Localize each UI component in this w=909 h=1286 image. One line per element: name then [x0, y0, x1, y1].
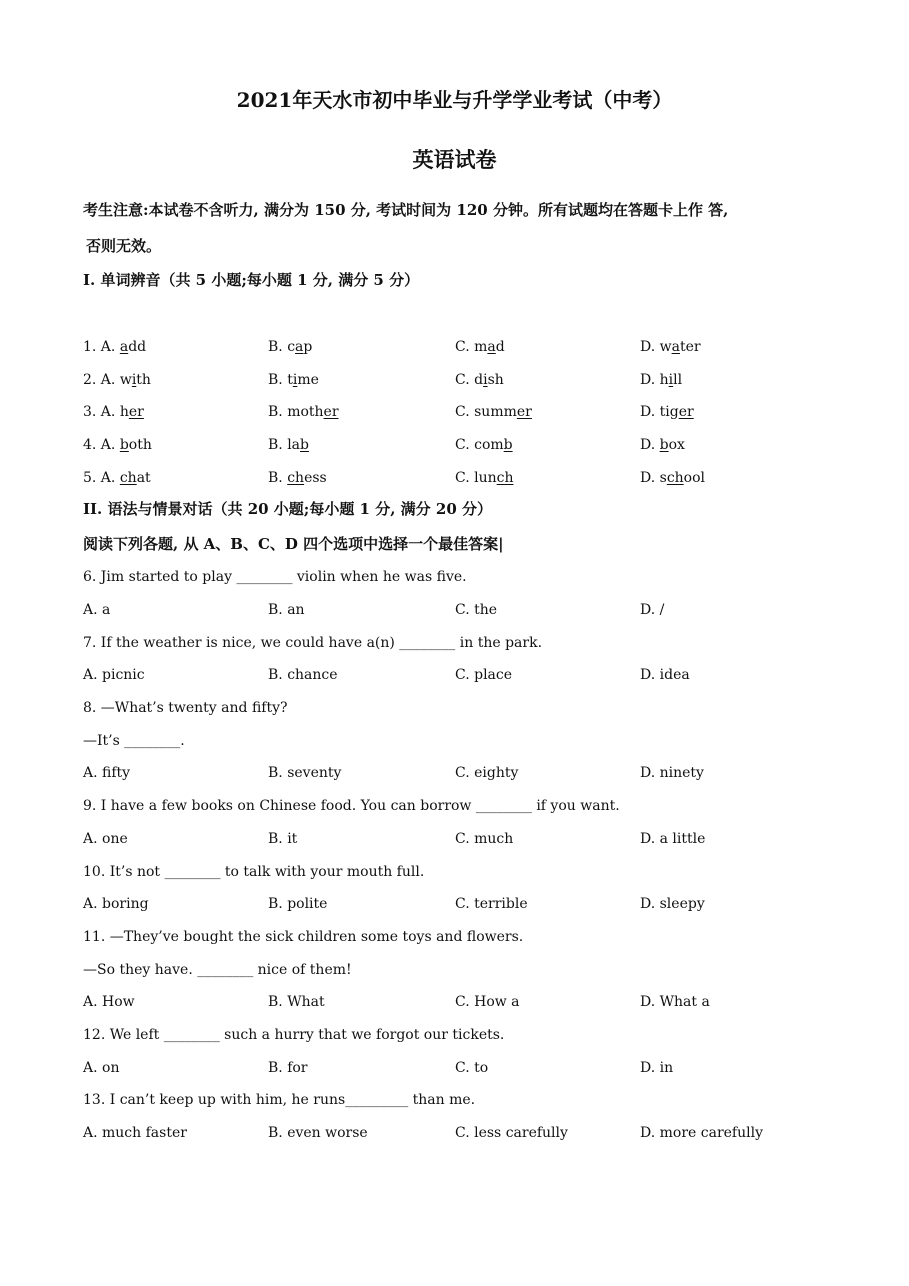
- option-d: D. sleepy: [640, 896, 705, 912]
- question-10-options: [0, 893, 909, 915]
- option-b: B. polite: [268, 896, 328, 912]
- option-d: D. ninety: [640, 765, 704, 781]
- underlined-letters: b: [119, 437, 129, 453]
- exam-subtitle: 英语试卷: [412, 147, 497, 172]
- word-part: h: [119, 404, 129, 420]
- option-c: C. the: [455, 602, 498, 618]
- word-part: B.: [268, 470, 288, 486]
- option-c: C. much: [455, 831, 514, 847]
- word-part: 2. A.: [83, 372, 120, 388]
- word-part: C. lun: [455, 470, 497, 486]
- question-4-row: [0, 434, 909, 456]
- underlined-letters: er: [516, 404, 532, 420]
- option-b: B. What: [268, 994, 325, 1010]
- option-b: B. an: [268, 602, 305, 618]
- question-3-row: [0, 401, 909, 423]
- word-part: p: [303, 339, 313, 355]
- underlined-letters: a: [119, 339, 129, 355]
- question-2-row: [0, 369, 909, 391]
- word-part: oth: [128, 437, 152, 453]
- word-part: B. c: [268, 339, 296, 355]
- word-part: at: [136, 470, 151, 486]
- option-a: A. much faster: [83, 1125, 187, 1141]
- underlined-letters: b: [659, 437, 669, 453]
- option-d: D. idea: [640, 667, 690, 683]
- underlined-letters: i: [483, 372, 488, 388]
- question-9-stem: 9. I have a few books on Chinese food. You can borrow ________ if you want.: [83, 798, 620, 814]
- underlined-letters: ch: [119, 470, 137, 486]
- option-d: D. a little: [640, 831, 706, 847]
- option-c: C. How a: [455, 994, 520, 1010]
- question-8-reply: —It’s ________.: [83, 733, 185, 749]
- underlined-letters: a: [671, 339, 680, 355]
- word-part: d: [495, 339, 505, 355]
- option-d: D. /: [640, 602, 665, 618]
- underlined-letters: a: [295, 339, 304, 355]
- option-d: [640, 434, 685, 456]
- option-a: [83, 336, 146, 358]
- notice-line-2: 否则无效。: [86, 237, 162, 255]
- word-part: ox: [668, 437, 685, 453]
- option-a: A. How: [83, 994, 135, 1010]
- option-d: [640, 336, 701, 358]
- question-6-options: [0, 599, 909, 621]
- word-part: ess: [304, 470, 327, 486]
- word-part: dd: [128, 339, 147, 355]
- underlined-letters: i: [292, 372, 298, 388]
- option-a: [83, 401, 144, 423]
- question-11-stem: 11. —They’ve bought the sick children some toys and flowers.: [83, 929, 524, 945]
- question-13-options: [0, 1122, 909, 1144]
- word-part: B. t: [268, 372, 293, 388]
- word-part: 3. A.: [83, 404, 120, 420]
- option-a: A. boring: [83, 896, 149, 912]
- option-c: C. eighty: [455, 765, 519, 781]
- question-13-stem: 13. I can’t keep up with him, he runs_________ than me.: [83, 1092, 476, 1108]
- word-part: 1. A.: [83, 339, 120, 355]
- word-part: 5. A.: [83, 470, 120, 486]
- option-b: [268, 467, 327, 489]
- word-part: D.: [640, 437, 660, 453]
- option-d: D. What a: [640, 994, 710, 1010]
- word-part: w: [119, 372, 132, 388]
- word-part: D. w: [640, 339, 672, 355]
- option-a: A. a: [83, 602, 111, 618]
- option-b: [268, 336, 312, 358]
- option-b: [268, 369, 319, 391]
- underlined-letters: ch: [666, 470, 684, 486]
- option-a: A. fifty: [83, 765, 131, 781]
- question-7-stem: 7. If the weather is nice, we could have a(n) ________ in the park.: [83, 635, 543, 651]
- underlined-letters: b: [300, 437, 309, 453]
- question-12-options: [0, 1057, 909, 1079]
- section2-instruction: 阅读下列各题, 从 A、B、C、D 四个选项中选择一个最佳答案|: [83, 535, 504, 553]
- underlined-letters: er: [128, 404, 144, 420]
- option-d: D. more carefully: [640, 1125, 763, 1141]
- option-a: [83, 434, 152, 456]
- option-c: C. to: [455, 1060, 489, 1076]
- option-c: [455, 369, 504, 391]
- question-7-options: [0, 664, 909, 686]
- underlined-letters: b: [503, 437, 513, 453]
- option-b: B. it: [268, 831, 298, 847]
- word-part: C. d: [455, 372, 484, 388]
- option-d: [640, 401, 694, 423]
- underlined-letters: i: [668, 372, 674, 388]
- section1-heading: I. 单词辨音（共 5 小题;每小题 1 分, 满分 5 分）: [83, 271, 420, 289]
- question-6-stem: 6. Jim started to play ________ violin when he was five.: [83, 569, 467, 585]
- underlined-letters: ch: [287, 470, 305, 486]
- word-part: D. tig: [640, 404, 679, 420]
- question-9-options: [0, 828, 909, 850]
- word-part: sh: [487, 372, 504, 388]
- underlined-letters: ch: [496, 470, 514, 486]
- word-part: ll: [673, 372, 683, 388]
- option-d: [640, 369, 682, 391]
- question-8-options: [0, 762, 909, 784]
- word-part: C. m: [455, 339, 488, 355]
- option-c: [455, 467, 513, 489]
- question-11-reply: —So they have. ________ nice of them!: [83, 962, 352, 978]
- underlined-letters: a: [487, 339, 496, 355]
- word-part: C. com: [455, 437, 504, 453]
- option-c: C. less carefully: [455, 1125, 568, 1141]
- option-a: A. one: [83, 831, 128, 847]
- option-d: D. in: [640, 1060, 674, 1076]
- option-a: [83, 467, 151, 489]
- option-b: B. seventy: [268, 765, 342, 781]
- option-a: A. on: [83, 1060, 120, 1076]
- option-b: [268, 434, 309, 456]
- word-part: ool: [683, 470, 706, 486]
- word-part: D. h: [640, 372, 669, 388]
- option-b: [268, 401, 339, 423]
- word-part: D. s: [640, 470, 667, 486]
- underlined-letters: er: [323, 404, 339, 420]
- word-part: ter: [679, 339, 701, 355]
- option-a: A. picnic: [83, 667, 145, 683]
- option-c: [455, 401, 532, 423]
- question-10-stem: 10. It’s not ________ to talk with your mouth full.: [83, 864, 425, 880]
- word-part: th: [136, 372, 151, 388]
- option-a: [83, 369, 151, 391]
- option-b: B. for: [268, 1060, 308, 1076]
- notice-line-1: 考生注意:本试卷不含听力, 满分为 150 分, 考试时间为 120 分钟。所有试题均在答题卡上作 答,: [83, 201, 729, 219]
- option-c: C. place: [455, 667, 513, 683]
- option-d: [640, 467, 705, 489]
- exam-title: 2021年天水市初中毕业与升学学业考试（中考）: [236, 88, 673, 112]
- section2-heading: II. 语法与情景对话（共 20 小题;每小题 1 分, 满分 20 分）: [83, 500, 492, 518]
- word-part: B. la: [268, 437, 301, 453]
- word-part: me: [297, 372, 319, 388]
- option-c: C. terrible: [455, 896, 528, 912]
- option-c: [455, 336, 505, 358]
- word-part: 4. A.: [83, 437, 120, 453]
- word-part: C. summ: [455, 404, 517, 420]
- option-b: B. even worse: [268, 1125, 368, 1141]
- question-1-row: [0, 336, 909, 358]
- underlined-letters: er: [678, 404, 694, 420]
- question-12-stem: 12. We left ________ such a hurry that we forgot our tickets.: [83, 1027, 505, 1043]
- underlined-letters: i: [131, 372, 137, 388]
- question-8-stem: 8. —What’s twenty and fifty?: [83, 700, 288, 716]
- option-c: [455, 434, 513, 456]
- question-11-options: [0, 991, 909, 1013]
- word-part: B. moth: [268, 404, 324, 420]
- option-b: B. chance: [268, 667, 338, 683]
- question-5-row: [0, 467, 909, 489]
